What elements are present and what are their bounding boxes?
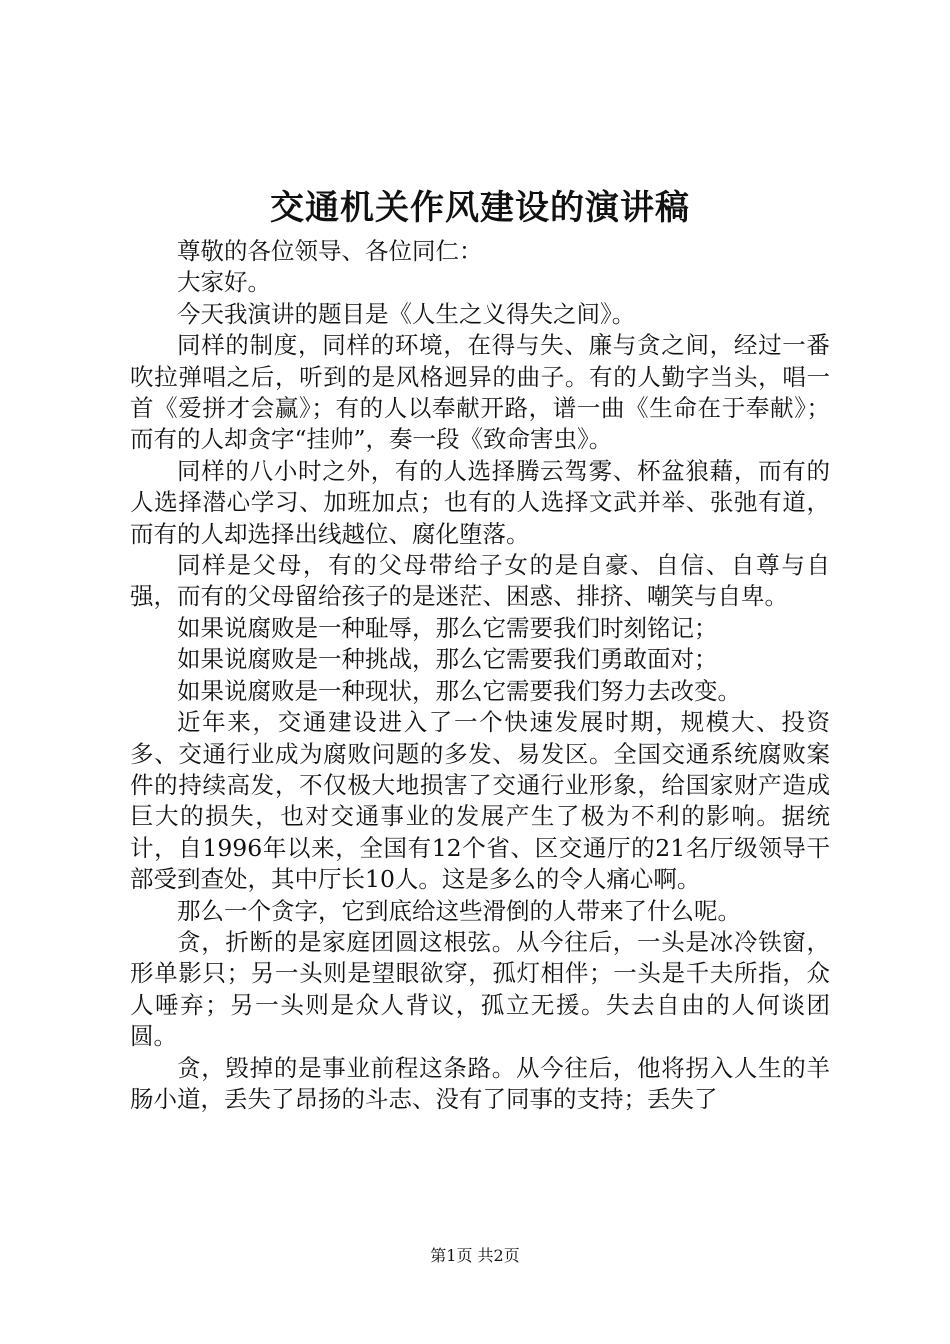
document-body xyxy=(130,180,830,1115)
paragraph-greeting: 大家好。 xyxy=(177,268,271,297)
paragraph: 同样的八小时之外，有的人选择腾云驾雾、杯盆狼藉，而有的人选择潜心学习、加班加点；也有的人选择文武并举、张弛有道，而有的人却选择出线越位、腐化堕落。 xyxy=(130,456,830,548)
paragraph: 贪，毁掉的是事业前程这条路。从今往后，他将拐入人生的羊肠小道，丢失了昂扬的斗志、没有了同事的支持；丢失了 xyxy=(130,1053,830,1113)
document-title: 交通机关作风建设的演讲稿 xyxy=(270,188,690,228)
paragraph: 如果说腐败是一种耻辱，那么它需要我们时刻铭记； xyxy=(177,613,718,642)
paragraph: 同样是父母，有的父母带给子女的是自豪、自信、自尊与自强，而有的父母留给孩子的是迷茫、困惑、排挤、嘲笑与自卑。 xyxy=(130,551,830,611)
page-number-footer: 第1页 共2页 xyxy=(430,1246,520,1265)
paragraph-topic: 今天我演讲的题目是《人生之义得失之间》。 xyxy=(177,299,636,328)
paragraph: 如果说腐败是一种挑战，那么它需要我们勇敢面对； xyxy=(177,645,718,674)
paragraph: 近年来，交通建设进入了一个快速发展时期，规模大、投资多、交通行业成为腐败问题的多发、易发区。全国交通系统腐败案件的持续高发，不仅极大地损害了交通行业形象，给国家财产造成巨大的损失，也对交通事业的发展产生了极为不利的影响。据统计，自1996年以来，全国有12个省、区交通厅的21名厅级领导干部受到查处，其中厅长10人。这是多么的令人痛心啊。 xyxy=(130,708,830,894)
paragraph: 贪，折断的是家庭团圆这根弦。从今往后，一头是冰冷铁窗，形单影只；另一头则是望眼欲穿，孤灯相伴；一头是千夫所指，众人唾弃；另一头则是众人背议，孤立无援。失去自由的人何谈团圆。 xyxy=(130,927,830,1051)
paragraph: 同样的制度，同样的环境，在得与失、廉与贪之间，经过一番吹拉弹唱之后，听到的是风格迥异的曲子。有的人勤字当头，唱一首《爱拼才会赢》；有的人以奉献开路，谱一曲《生命在于奉献》；而有的人却贪字“挂帅”，奏一段《致命害虫》。 xyxy=(130,331,830,454)
paragraph: 如果说腐败是一种现状，那么它需要我们努力去改变。 xyxy=(177,676,741,705)
paragraph: 那么一个贪字，它到底给这些滑倒的人带来了什么呢。 xyxy=(177,896,741,925)
paragraph-salutation: 尊敬的各位领导、各位同仁： xyxy=(177,237,483,265)
